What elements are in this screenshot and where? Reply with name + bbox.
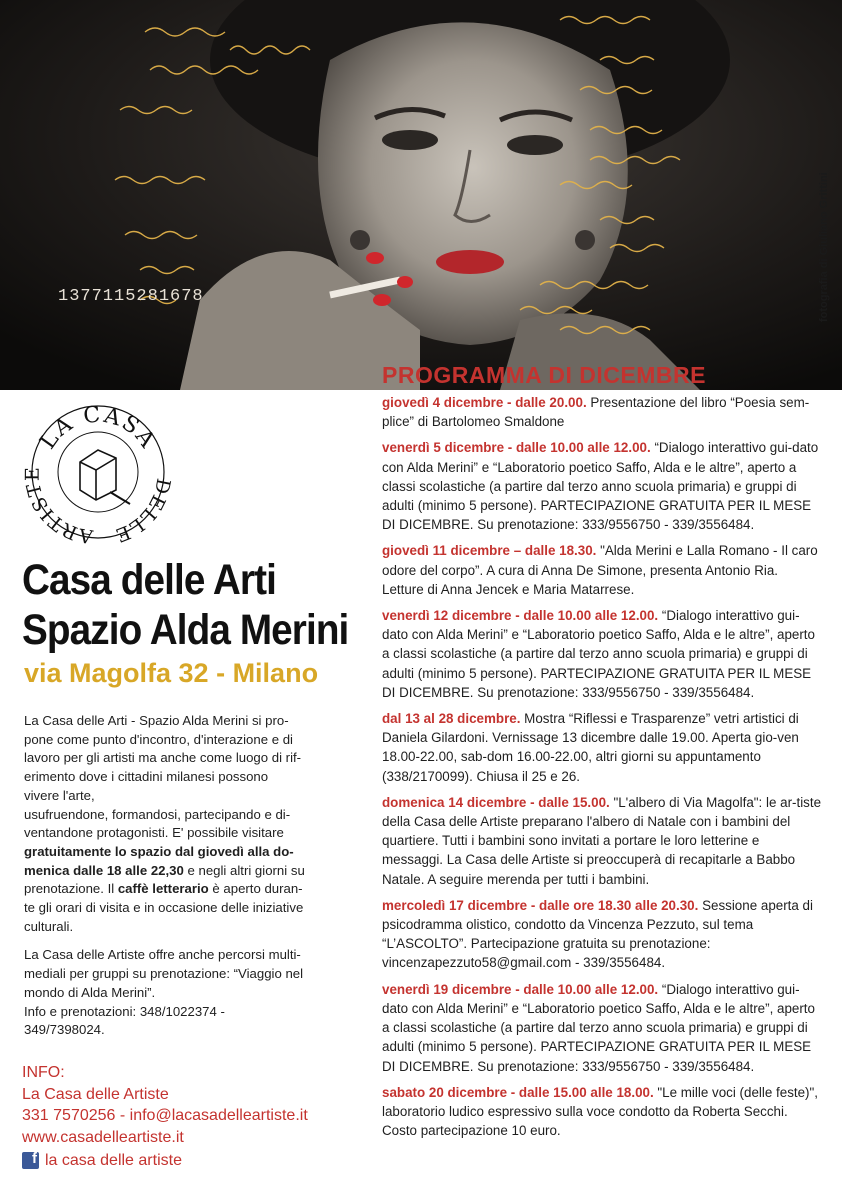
event-date: domenica 14 dicembre - dalle 15.00.: [382, 794, 610, 810]
desc-text: e negli altri giorni su: [183, 862, 305, 878]
portrait-photo: [0, 0, 842, 390]
page-subtitle: Spazio Alda Merini: [22, 606, 349, 654]
facebook-icon: f: [22, 1152, 39, 1169]
page-title: Casa delle Arti: [22, 556, 276, 604]
event-date: dal 13 al 28 dicembre.: [382, 711, 521, 727]
info-name: La Casa delle Artiste: [22, 1085, 169, 1103]
program-event: [382, 793, 822, 889]
address: via Magolfa 32 - Milano: [24, 658, 319, 688]
website-link[interactable]: www.casadelleartiste.it: [22, 1128, 184, 1146]
desc-line: Info e prenotazioni: 348/1022374 -: [24, 1003, 225, 1019]
logo-text-left: ARTISTE: [21, 466, 95, 548]
event-description: “Dialogo interattivo gui-dato con Alda Merini” e “Laboratorio poetico Saffo, Alda e le altre”, aperto a classi scolastiche (a partire dal terzo anno scuola primaria) e gruppi di adulti (minimo 5 persone). PARTECIPAZIONE GRATUITA PER IL MESE DI DICEMBRE. Su prenotazione: 333/9556750 - 339/3556484.: [382, 608, 815, 700]
desc-line: [24, 880, 344, 899]
program-title: PROGRAMMA DI DICEMBRE: [382, 362, 706, 388]
event-date: sabato 20 dicembre - dalle 15.00 alle 18.00.: [382, 1084, 654, 1100]
program-event: [382, 606, 822, 702]
program-event: [382, 1083, 822, 1141]
facebook-label: la casa delle artiste: [45, 1152, 182, 1169]
desc-line: te gli orari di visita e in occasione delle iniziative: [24, 900, 304, 916]
desc-bold: menica dalle 18 alle 22,30: [24, 862, 184, 878]
event-date: mercoledì 17 dicembre - dalle ore 18.30 alle 20.30.: [382, 897, 699, 913]
desc-line: ventandone protagonisti. E' possibile visitare: [24, 825, 284, 841]
desc-line: [24, 862, 344, 881]
desc-line: La Casa delle Artiste offre anche percorsi multi-: [24, 947, 301, 963]
program-event: [382, 438, 822, 534]
logo-circle-inner: [58, 432, 138, 512]
desc-line: mediali per gruppi su prenotazione: “Viaggio nel: [24, 966, 304, 982]
desc-text: prenotazione. Il: [24, 881, 118, 897]
desc-line: La Casa delle Arti - Spazio Alda Merini si pro-: [24, 713, 289, 728]
desc-line: vivere l'arte,: [24, 787, 95, 803]
desc-text: è aperto duran-: [208, 881, 303, 897]
desc-line: usufruendone, formandosi, partecipando e di-: [24, 806, 291, 822]
svg-text:LA CASA: [35, 402, 160, 454]
event-description: "Alda Merini e Lalla Romano - Il caro odore del corpo”. A cura di Anna De Simone, presenta Antonio Ria. Letture di Anna Jencek e Maria Matarrese.: [382, 543, 818, 597]
program-event: [382, 980, 822, 1076]
event-description: "L'albero di Via Magolfa": le ar-tiste della Casa delle Artiste preparano l'albero di Natale con i bambini del quartiere. Tutti i bambini sono invitati a portare le loro letterine e messaggi. La Casa delle Artiste si preoccuperà di recapitarle a Babbo Natale. A seguire merenda per tutti i bambini.: [382, 794, 822, 887]
event-description: Mostra “Riflessi e Trasparenze” vetri artistici di Daniela Gilardoni. Vernissage 13 dicembre dalle 19.00. Aperta gio-ven 18.00-22.00, sab-dom 16.00-22.00, altri giorni su appuntamento (338/2170099). Chiusa il 25 e 26.: [382, 711, 799, 784]
event-date: giovedì 4 dicembre - dalle 20.00.: [382, 395, 587, 410]
desc-line: culturali.: [24, 918, 74, 934]
description: [24, 712, 344, 1040]
info-contacts[interactable]: 331 7570256 - info@lacasadelleartiste.it: [22, 1107, 308, 1124]
event-description: Sessione aperta di psicodramma olistico, condotto da Vincenza Pezzuto, sul tema “L’ASCOLTO”. Partecipazione gratuita su prenotazione: vincenzapezzuto58@gmail.com - 339/3556484.: [382, 897, 813, 971]
desc-line: mondo di Alda Merini”.: [24, 984, 156, 1000]
event-description: Presentazione del libro “Poesia sem-plice” di Bartolomeo Smaldone: [382, 395, 810, 430]
desc-line: erimento dove i cittadini milanesi possono: [24, 769, 269, 785]
event-description: “Dialogo interattivo gui-dato con Alda Merini” e “Laboratorio poetico Saffo, Alda e le altre”, aperto a classi scolastiche (a partire dal terzo anno scuola primaria) e gruppi di adulti (minimo 5 persone). PARTECIPAZIONE GRATUITA PER IL MESE DI DICEMBRE. Su prenotazione: 333/9556750 - 339/3556484.: [382, 440, 819, 533]
desc-line: pone come punto d'incontro, d'interazione e di: [24, 731, 293, 747]
event-date: giovedì 11 dicembre – dalle 18.30.: [382, 543, 597, 559]
event-description: "Le mille voci (delle feste)", laboratorio ludico espressivo sulla voce condotto da Roberta Secchi. Costo partecipazione 10 euro.: [382, 1084, 818, 1139]
house-icon: [80, 450, 130, 504]
facebook-link[interactable]: [22, 1150, 352, 1172]
event-date: venerdì 5 dicembre - dalle 10.00 alle 12.00.: [382, 440, 651, 456]
desc-line: 349/7398024.: [24, 1022, 105, 1038]
desc-line: lavoro per gli artisti ma anche come luogo di rif-: [24, 750, 302, 766]
photo-credit: fotografia di Giuliano Grittini: [818, 172, 830, 322]
logo: [18, 392, 178, 552]
event-description: “Dialogo interattivo gui-dato con Alda Merini” e “Laboratorio poetico Saffo, Alda e le altre”, aperto a classi scolastiche (a partire dal terzo anno scuola primaria) e gruppi di adulti (minimo 5 persone). PARTECIPAZIONE GRATUITA PER IL MESE DI DICEMBRE. Su prenotazione: 333/9556750 - 339/3556484.: [382, 981, 815, 1074]
logo-text-right: DELLE: [111, 476, 175, 547]
event-date: venerdì 12 dicembre - dalle 10.00 alle 12.00.: [382, 608, 659, 624]
event-date: venerdì 19 dicembre - dalle 10.00 alle 12.00.: [382, 981, 659, 997]
numbers-scribble: 1377115281678: [58, 287, 204, 306]
program-event: [382, 709, 822, 786]
logo-text-top: LA CASA: [35, 402, 161, 454]
event-list: [382, 393, 822, 1147]
header-photo: [0, 0, 842, 390]
info-block: [22, 1062, 352, 1172]
program-event: [382, 896, 822, 973]
svg-text:DELLE: [112, 477, 175, 547]
info-heading: INFO:: [22, 1064, 65, 1081]
program-event: [382, 541, 822, 599]
desc-line-bold: gratuitamente lo spazio dal giovedì alla do-: [24, 843, 294, 859]
program-event: [382, 393, 822, 431]
desc-bold: caffè letterario: [117, 881, 209, 897]
